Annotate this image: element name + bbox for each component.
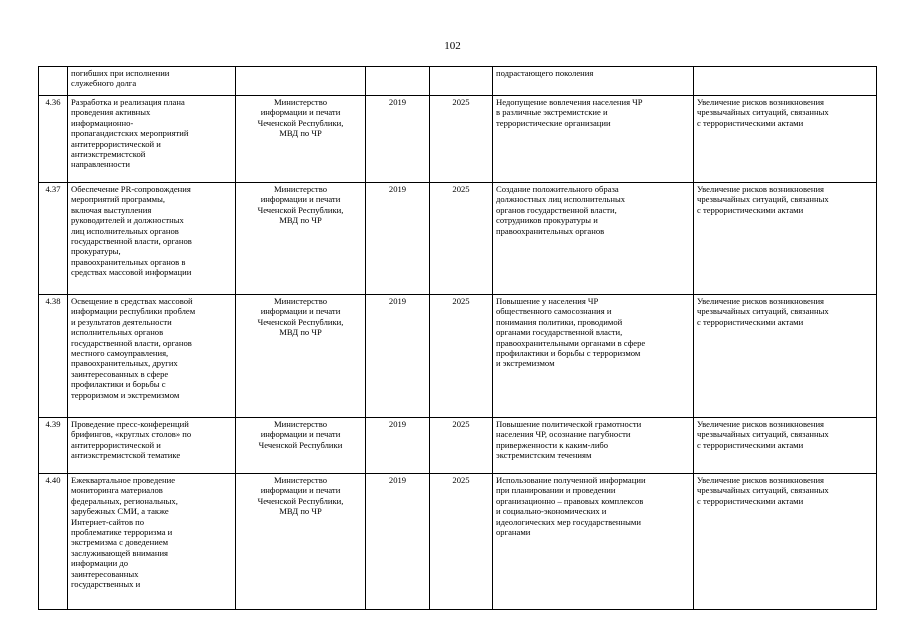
activity-cell: погибших при исполнении служебного долга — [68, 67, 236, 96]
executors-cell: Министерство информации и печати Чеченской Республики, МВД по ЧР — [236, 474, 366, 610]
executors-cell: Министерство информации и печати Чеченской Республики — [236, 418, 366, 474]
end-year-cell: 2025 — [430, 418, 493, 474]
result-cell: Повышение у населения ЧР общественного самосознания и понимания политики, проводимой органами государственной власти, правоохранительными органами в сфере профилактики и борьбы с терроризмом и экстремизмом — [493, 295, 694, 418]
end-year-cell — [430, 67, 493, 96]
start-year-cell: 2019 — [366, 96, 430, 183]
measures-table — [38, 66, 877, 610]
table-row — [39, 474, 877, 610]
row-number: 4.36 — [39, 96, 68, 183]
executors-cell: Министерство информации и печати Чеченской Республики, МВД по ЧР — [236, 183, 366, 295]
activity-cell: Обеспечение PR-сопровождения мероприятий программы, включая выступления руководителей и должностных лиц исполнительных органов государственной власти, органов прокуратуры, правоохранительных органов в средствах массовой информации — [68, 183, 236, 295]
risk-cell: Увеличение рисков возникновения чрезвычайных ситуаций, связанных с террористическими актами — [694, 183, 877, 295]
row-number: 4.39 — [39, 418, 68, 474]
page-number: 102 — [444, 40, 461, 52]
result-cell: Создание положительного образа должностных лиц исполнительных органов государственной власти, сотрудников прокуратуры и правоохранительных органов — [493, 183, 694, 295]
result-cell: подрастающего поколения — [493, 67, 694, 96]
end-year-cell: 2025 — [430, 295, 493, 418]
start-year-cell: 2019 — [366, 295, 430, 418]
executors-cell — [236, 67, 366, 96]
result-cell: Повышение политической грамотности населения ЧР, осознание пагубности приверженности к каким-либо экстремистским течениям — [493, 418, 694, 474]
row-number: 4.38 — [39, 295, 68, 418]
end-year-cell: 2025 — [430, 474, 493, 610]
risk-cell — [694, 67, 877, 96]
table-row — [39, 67, 877, 96]
risk-cell: Увеличение рисков возникновения чрезвычайных ситуаций, связанных с террористическими актами — [694, 96, 877, 183]
risk-cell: Увеличение рисков возникновения чрезвычайных ситуаций, связанных с террористическими актами — [694, 295, 877, 418]
start-year-cell: 2019 — [366, 183, 430, 295]
risk-cell: Увеличение рисков возникновения чрезвычайных ситуаций, связанных с террористическими актами — [694, 418, 877, 474]
row-number: 4.37 — [39, 183, 68, 295]
result-cell: Использование полученной информации при планировании и проведении организационно – правовых комплексов и социально-экономических и идеологических мер государственными органами — [493, 474, 694, 610]
risk-cell: Увеличение рисков возникновения чрезвычайных ситуаций, связанных с террористическими актами — [694, 474, 877, 610]
result-cell: Недопущение вовлечения населения ЧР в различные экстремистские и террористические организации — [493, 96, 694, 183]
executors-cell: Министерство информации и печати Чеченской Республики, МВД по ЧР — [236, 295, 366, 418]
table-row — [39, 295, 877, 418]
end-year-cell: 2025 — [430, 96, 493, 183]
table-row — [39, 418, 877, 474]
activity-cell: Ежеквартальное проведение мониторинга материалов федеральных, региональных, зарубежных СМИ, а также Интернет-сайтов по проблематике терроризма и экстремизма с доведением заслуживающей внимания информации до заинтересованных государственных и — [68, 474, 236, 610]
row-number: 4.40 — [39, 474, 68, 610]
row-number — [39, 67, 68, 96]
activity-cell: Проведение пресс-конференций брифингов, «круглых столов» по антитеррористической и антиэкстремистской тематике — [68, 418, 236, 474]
table-row — [39, 183, 877, 295]
activity-cell: Освещение в средствах массовой информации республики проблем и результатов деятельности исполнительных органов государственной власти, органов местного самоуправления, правоохранительных, других заинтересованных в сфере профилактики и борьбы с терроризмом и экстремизмом — [68, 295, 236, 418]
start-year-cell — [366, 67, 430, 96]
table-row — [39, 96, 877, 183]
executors-cell: Министерство информации и печати Чеченской Республики, МВД по ЧР — [236, 96, 366, 183]
start-year-cell: 2019 — [366, 474, 430, 610]
activity-cell: Разработка и реализация плана проведения активных информационно- пропагандистских мероприятий антитеррористической и антиэкстремистской направленности — [68, 96, 236, 183]
start-year-cell: 2019 — [366, 418, 430, 474]
end-year-cell: 2025 — [430, 183, 493, 295]
